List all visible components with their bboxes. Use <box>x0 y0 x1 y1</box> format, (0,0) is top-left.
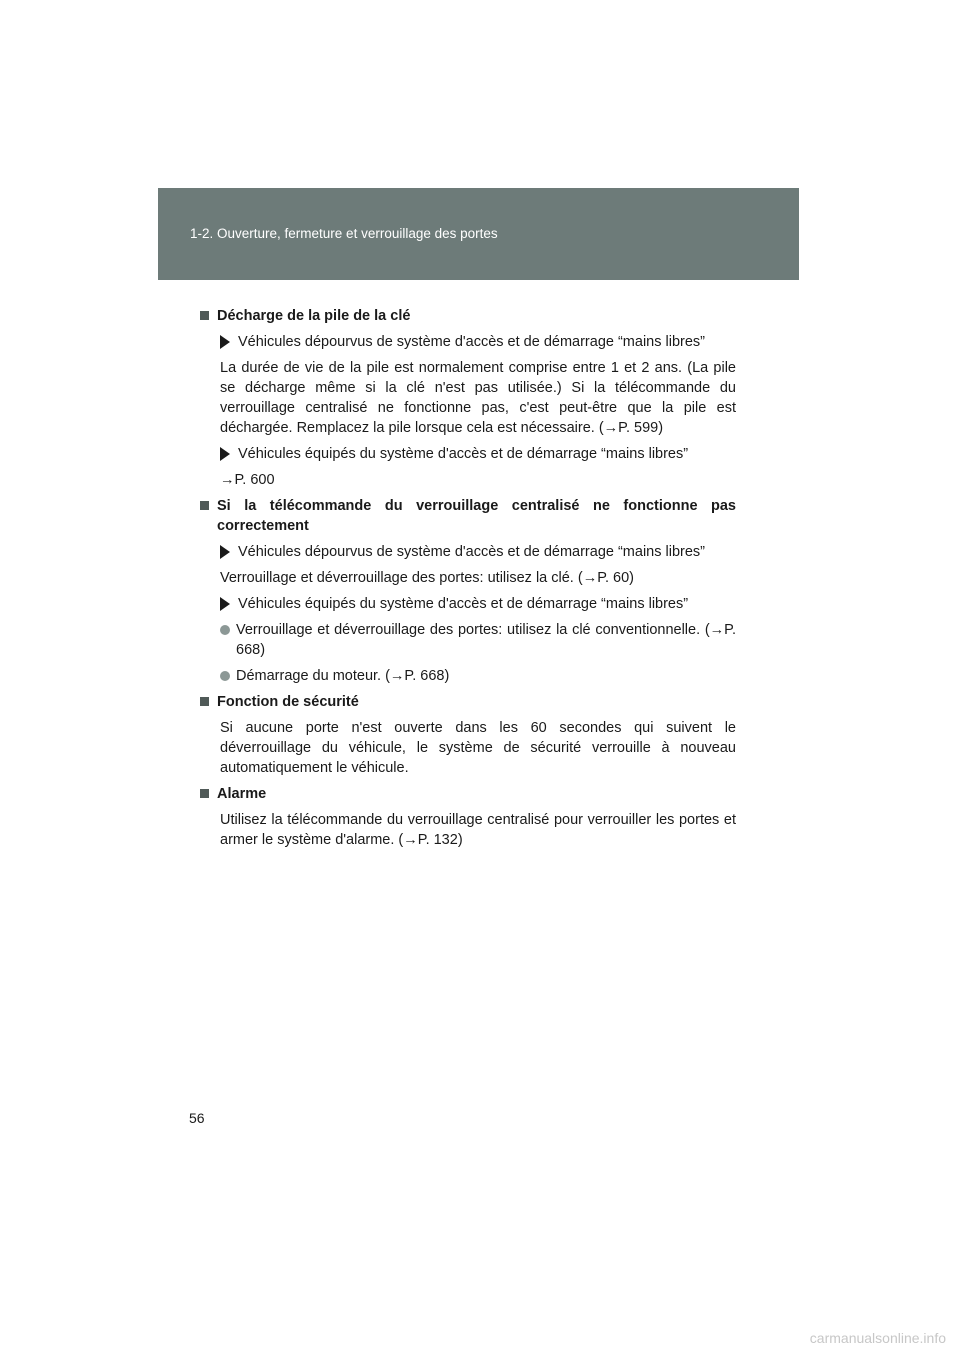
triangle-arrow-icon <box>220 447 230 461</box>
paragraph: La durée de vie de la pile est normalement comprise entre 1 et 2 ans. (La pile se décharge même si la clé n'est pas utilisée.) Si la télécommande du verrouillage centralisé ne fonctionne pas, c'est peut-être que la pile est déchargée. Remplacez la pile lorsque cela est nécessaire. (→P. 599) <box>220 360 736 436</box>
section-title: 1-2. Ouverture, fermeture et verrouillage des portes <box>190 226 498 241</box>
square-bullet-icon <box>200 697 209 706</box>
vehicle-type-label: Véhicules équipés du système d'accès et de démarrage “mains libres” <box>200 594 736 614</box>
section-heading: Décharge de la pile de la clé <box>200 306 736 326</box>
section-header-band <box>158 188 799 280</box>
vehicle-type-label: Véhicules dépourvus de système d'accès et de démarrage “mains libres” <box>200 542 736 562</box>
square-bullet-icon <box>200 311 209 320</box>
list-item: Démarrage du moteur. (→P. 668) <box>200 666 736 686</box>
paragraph: Verrouillage et déverrouillage des portes: utilisez la clé. (→P. 60) <box>220 570 635 586</box>
section-heading: Si la télécommande du verrouillage centralisé ne fonctionne pas correctement <box>200 496 736 536</box>
list-item: Verrouillage et déverrouillage des portes: utilisez la clé conventionnelle. (→P. 668) <box>200 620 736 660</box>
watermark: carmanualsonline.info <box>809 1330 946 1346</box>
paragraph: Utilisez la télécommande du verrouillage centralisé pour verrouiller les portes et armer le système d'alarme. (→P. 132) <box>220 812 736 848</box>
vehicle-type-label: Véhicules équipés du système d'accès et de démarrage “mains libres” <box>200 444 736 464</box>
paragraph: Si aucune porte n'est ouverte dans les 60 secondes qui suivent le déverrouillage du véhicule, le système de sécurité verrouille à nouveau automatiquement le véhicule. <box>220 720 736 776</box>
page-content <box>200 306 736 856</box>
page-reference: →P. 600 <box>220 472 275 488</box>
square-bullet-icon <box>200 501 209 510</box>
square-bullet-icon <box>200 789 209 798</box>
page-number: 56 <box>189 1110 205 1126</box>
circle-bullet-icon <box>220 625 230 635</box>
vehicle-type-label: Véhicules dépourvus de système d'accès et de démarrage “mains libres” <box>200 332 736 352</box>
triangle-arrow-icon <box>220 335 230 349</box>
triangle-arrow-icon <box>220 597 230 611</box>
circle-bullet-icon <box>220 671 230 681</box>
section-heading: Fonction de sécurité <box>200 692 736 712</box>
section-heading: Alarme <box>200 784 736 804</box>
triangle-arrow-icon <box>220 545 230 559</box>
